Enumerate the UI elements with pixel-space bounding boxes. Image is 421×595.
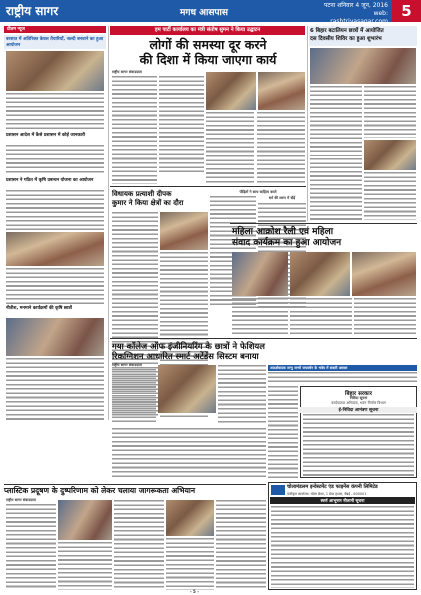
dipak-headline-line2: कुमार ने किया क्षेत्रों का दौरा (112, 199, 184, 207)
plastic-byline: राष्ट्रीय सागर संवाददाता (6, 498, 36, 502)
left-story2-body (6, 145, 104, 175)
left-story1-photo (6, 51, 104, 91)
mahila-body-col1 (232, 298, 288, 336)
section-tag: प्रीतम न्यूज (4, 26, 106, 33)
lead-photo-2 (258, 72, 305, 110)
plastic-body-col3 (114, 500, 164, 590)
site-url: web: rashtriyasagar.com (330, 10, 388, 25)
edition-date (318, 2, 388, 26)
mahila-photo-2 (290, 252, 350, 296)
left-story4-body (6, 358, 104, 420)
section-rule (4, 484, 266, 485)
mahila-photo-3 (352, 252, 416, 296)
right-top-photo-2 (364, 140, 416, 170)
caption-2: धर्म की शरण में दौड़ें (268, 196, 296, 200)
left-story3-body2 (6, 268, 104, 304)
dipak-headline-line1: विधायक प्रत्याशी दीपक (112, 190, 172, 198)
gaya-body-lower (112, 428, 266, 478)
lead-body-col4 (257, 112, 305, 184)
chola-ad-body (271, 506, 414, 588)
plastic-photo-1 (58, 500, 112, 540)
notice-side-body (268, 386, 298, 478)
column-divider (307, 26, 308, 221)
mahila-body-col3 (354, 298, 416, 336)
issue-date: शनिवार 4 जून, 2016 (337, 2, 388, 9)
newspaper-name: राष्ट्रीय सागर (6, 4, 59, 18)
left-story3-body (6, 190, 104, 230)
lead-headline-line2: की दिशा में किया जाएगा कार्य (139, 52, 277, 67)
plastic-body-col4 (166, 538, 214, 590)
footer-page-number: - 5 - (190, 589, 199, 594)
section-rule (230, 223, 417, 224)
left-story4-photo (6, 318, 104, 356)
lead-body-col2 (159, 76, 204, 172)
section-rule (110, 338, 417, 339)
right-top-body-col2 (364, 86, 416, 138)
left-story1-body (6, 93, 104, 131)
mahila-headline-line2: संवाद कार्यक्रम का हुआ आयोजन (232, 238, 342, 248)
tender-dept: कार्यपालक अभियंता, भवन निर्माण विभाग (331, 401, 386, 405)
right-top-body-col1 (310, 86, 362, 156)
tender-sub: निविदा सूचना (349, 396, 368, 400)
mahila-photo-1 (232, 252, 288, 296)
mahila-body-col2 (290, 298, 352, 336)
right-top-body-col4 (364, 172, 416, 220)
left-story3-photo (6, 232, 104, 266)
left-story1-headline: बरसात में अतिरिक्त केवल तैयारियाँ, जल्दी बनवाने का हुआ आयोजन (6, 37, 104, 48)
chola-brand: चोलामंडलम इन्वेस्टमेंट एंड फाइनेंस कंपनी लिमिटेड (287, 484, 378, 490)
left-story3-headline: प्रशासन ने गठित में कृषि प्रबन्धन योजना का आयोजन (6, 178, 94, 183)
lead-body-col3 (206, 112, 254, 184)
page-number: 5 (392, 0, 421, 22)
left-story2-headline: प्रशासन आदेश में कैसे प्रशासन में कोई जानकारी (6, 133, 86, 138)
dipak-photo (160, 212, 208, 250)
mahila-headline-line1: महिला आक्रोश रैली एवं महिला (232, 227, 334, 237)
column-divider (108, 26, 109, 420)
gaya-headline-line1: गया कॉलेज ऑफ इंजीनियरिंग के छात्रों ने फेशियल (112, 341, 265, 351)
section-title: मगध आसपास (180, 8, 228, 18)
plastic-photo-2 (166, 500, 214, 536)
plastic-body-col2 (58, 542, 112, 590)
caption-1: पीड़ितों ने साथ साहित्य करते (239, 190, 277, 194)
lead-headline-line1: लोगों की समस्या दूर करने (149, 37, 267, 52)
gaya-photo (158, 365, 216, 413)
right-top-body-col3 (310, 158, 362, 220)
gaya-body-col1 (112, 369, 156, 425)
plastic-body-col1 (6, 504, 56, 590)
edition-name: पटना (323, 2, 336, 9)
lead-byline: राष्ट्रीय सागर संवाददाता (112, 70, 142, 74)
tender-body (303, 414, 414, 476)
chola-notice-title: स्वर्ण आभूषण नीलामी सूचना (270, 497, 415, 504)
notice-strip: आदर्शवादक जन्मु जन्मों जयवर्धन के भवेय में सवारी अवसर (268, 365, 417, 371)
right-top-photo-1 (310, 48, 416, 84)
chola-logo-icon (271, 485, 285, 495)
lead-photo-1 (206, 72, 256, 110)
right-top-headline-line2: दस दिवसीय शिविर का हुआ शुभारंभ (310, 36, 382, 42)
notice-strip-body (268, 372, 417, 384)
tender-subtitle: ई-निविदा आमंत्रण सूचना (300, 407, 417, 413)
lead-body-col1 (112, 76, 157, 184)
right-top-headline-line1: 6 बिहार बटालियन छात्रों में आयोजित (310, 28, 384, 34)
chola-address: पंजीकृत कार्यालय: चोला क्रेस्ट, 1 डेयर हाउस, चेन्नई - 600001 (287, 492, 367, 496)
gaya-body-col2 (218, 365, 266, 425)
section-rule (110, 186, 306, 187)
lead-kicker: हम पार्टी कार्यालय का मंत्री संतोष सुमन ने किया उद्घाटन (110, 26, 305, 35)
tender-govt-title: बिहार सरकार (345, 391, 372, 397)
plastic-headline: प्लास्टिक प्रदूषण के दुष्परिणाम को लेकर चलाया जागरूकता अभियान (4, 486, 196, 495)
plastic-body-col5 (216, 500, 266, 590)
left-story4-headline: नीतीश, मनमाने कार्यक्रमों की कृषि छात्रों (6, 306, 72, 311)
gaya-byline: राष्ट्रीय सागर संवाददाता (112, 363, 142, 367)
gaya-headline-line2: रिकग्निशन आधारित स्मार्ट अटेंडेंस सिस्टम बनाया (112, 351, 259, 361)
